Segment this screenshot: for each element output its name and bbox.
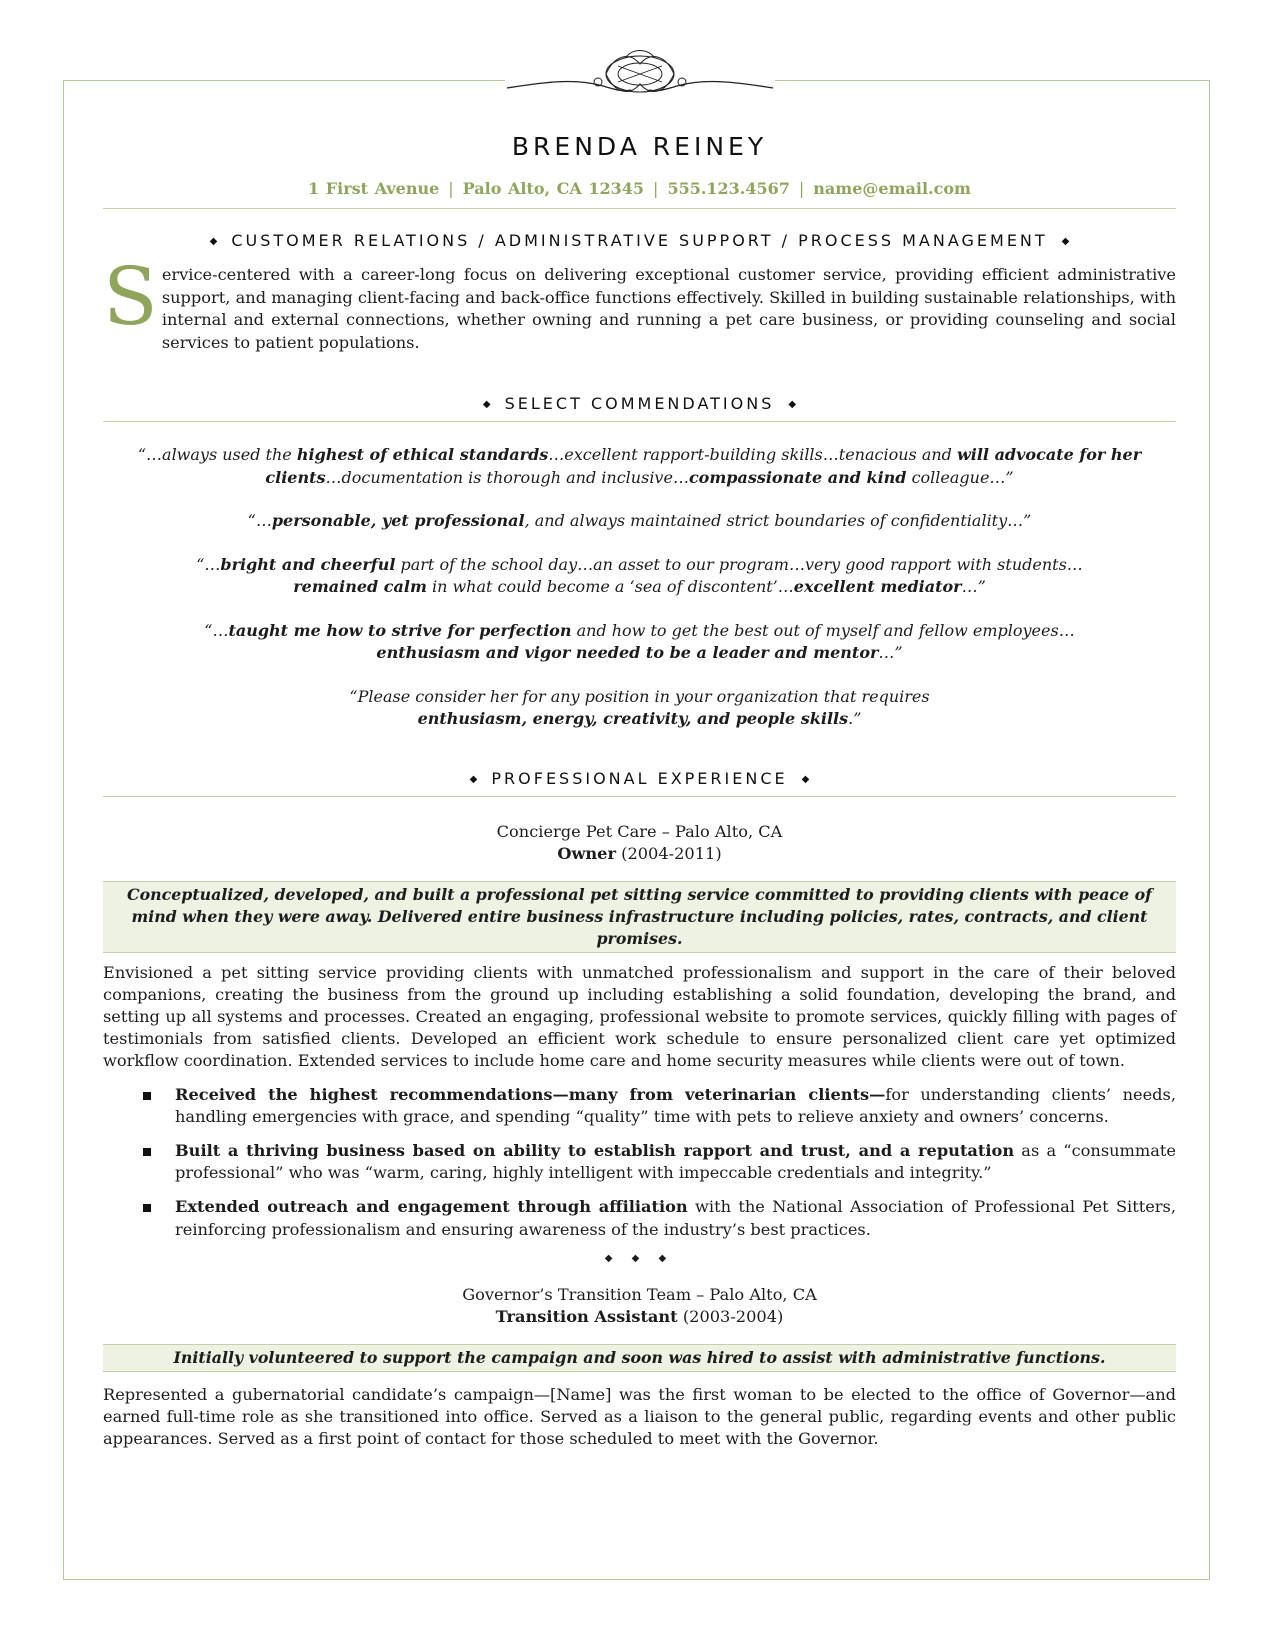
job-employer: Concierge Pet Care – Palo Alto, CA bbox=[496, 821, 783, 841]
quote-text: , and always maintained strict boundaries of confidentiality…” bbox=[524, 511, 1032, 530]
experience-heading-text: PROFESSIONAL EXPERIENCE bbox=[491, 768, 788, 788]
job-title: Owner bbox=[557, 843, 616, 863]
headline bbox=[103, 231, 1176, 250]
achievement-text: for understanding clients’ needs, handling emergencies with grace, and spending “quality” time with pets to relieve anxiety and owners’ concerns. bbox=[175, 1084, 1176, 1126]
achievement-text: as a “consummate professional” who was “warm, caring, highly intelligent with impeccable credentials and integrity.” bbox=[175, 1140, 1176, 1183]
commendation-quote bbox=[129, 686, 1150, 731]
quote-emphasis: remained calm bbox=[293, 577, 427, 596]
job-description: Envisioned a pet sitting service providing clients with unmatched professionalism and support in the care of their beloved companions, creating the business from the ground up including establishing a solid foundation, developing the brand, and setting up all systems and processes. Created an engaging, professional website to promote services, quickly filling with pages of testimonials from satisfied clients. Developed an efficient work schedule to ensure personalized client care yet optimized workflow coordination. Extended services to include home care and home security measures while clients were out of town. bbox=[103, 962, 1176, 1071]
headline-text: CUSTOMER RELATIONS / ADMINISTRATIVE SUPPORT / PROCESS MANAGEMENT bbox=[231, 231, 1048, 250]
separator: | bbox=[653, 179, 659, 198]
drop-cap: S bbox=[103, 250, 158, 343]
quote-text: and how to get the best out of myself and fellow employees… bbox=[571, 620, 1075, 640]
quote-text: colleague…” bbox=[906, 467, 1014, 487]
city-text: Palo Alto, CA 12345 bbox=[462, 179, 645, 198]
list-item bbox=[103, 1196, 1176, 1240]
quote-emphasis: enthusiasm and vigor needed to be a leader and mentor bbox=[376, 643, 879, 662]
address-text: 1 First Avenue bbox=[308, 179, 440, 198]
summary-text: ervice-centered with a career-long focus on delivering exceptional customer service, providing efficient administrative support, and managing client-facing and back-office functions effectively. Skilled in building sustainable relationships, with internal and external connections, whether owning and running a pet care business, or providing counseling and social services to patient populations. bbox=[161, 265, 1176, 352]
diamond-icon: ◆ bbox=[482, 399, 491, 410]
quote-emphasis: bright and cheerful bbox=[220, 554, 396, 574]
quote-text: “…always used the bbox=[137, 445, 297, 464]
job-divider: ◆ ◆ ◆ bbox=[604, 1252, 675, 1264]
separator: | bbox=[798, 179, 805, 198]
section-heading-commendations bbox=[103, 394, 1176, 413]
achievement-lead: Built a thriving business based on ability to establish rapport and trust, and a reputation bbox=[175, 1140, 1015, 1160]
candidate-name: BRENDA REINEY bbox=[511, 132, 768, 161]
job-title-line bbox=[103, 1306, 1176, 1328]
list-item bbox=[103, 1140, 1176, 1184]
diamond-icon: ◆ bbox=[801, 773, 810, 785]
diamond-icon: ◆ bbox=[788, 399, 797, 410]
quote-emphasis: highest of ethical standards bbox=[296, 445, 549, 464]
commendation-quote bbox=[129, 510, 1150, 533]
section-heading-experience bbox=[103, 769, 1176, 788]
quote-emphasis: compassionate and kind bbox=[688, 467, 907, 487]
job-employer: Governor’s Transition Team – Palo Alto, CA bbox=[462, 1284, 817, 1304]
quote-text: .” bbox=[848, 709, 862, 728]
achievement-text: with the National Association of Professional Pet Sitters, reinforcing professionalism and ensuring awareness of the industry’s best practices. bbox=[175, 1197, 1176, 1239]
quote-text: …documentation is thorough and inclusive… bbox=[325, 467, 689, 487]
job-title: Transition Assistant bbox=[495, 1306, 678, 1326]
summary-paragraph bbox=[103, 250, 1176, 354]
square-bullet-icon bbox=[143, 1204, 151, 1212]
job-dates: (2003-2004) bbox=[682, 1306, 784, 1326]
resume-content bbox=[103, 80, 1176, 1450]
quote-text: …excellent rapport-building skills…tenacious and bbox=[548, 445, 957, 464]
quote-emphasis: taught me how to strive for perfection bbox=[228, 620, 572, 640]
achievement-list bbox=[103, 1084, 1176, 1241]
job-highlight: Initially volunteered to support the campaign and soon was hired to assist with administrative functions. bbox=[103, 1344, 1176, 1372]
quote-emphasis: will advocate for her clients bbox=[265, 445, 1142, 487]
achievement-lead: Extended outreach and engagement through affiliation bbox=[175, 1197, 688, 1217]
section-rule bbox=[103, 208, 1176, 209]
quote-text: …” bbox=[961, 577, 986, 596]
quote-text: “… bbox=[247, 511, 272, 530]
quote-text: “… bbox=[204, 620, 229, 640]
section-rule bbox=[103, 796, 1176, 797]
job-description: Represented a gubernatorial candidate’s campaign—[Name] was the first woman to be elected to the office of Governor—and earned full-time role as she transitioned into office. Served as a liaison to the general public, regarding events and other public appearances. Served as a first point of contact for those scheduled to meet with the Governor. bbox=[103, 1384, 1176, 1449]
square-bullet-icon bbox=[143, 1092, 151, 1100]
diamond-icon: ◆ bbox=[209, 236, 218, 247]
quote-emphasis: enthusiasm, energy, creativity, and people skills bbox=[417, 709, 849, 728]
quote-emphasis: personable, yet professional bbox=[271, 511, 525, 530]
quote-text: part of the school day…an asset to our program…very good rapport with students… bbox=[395, 554, 1083, 574]
list-item bbox=[103, 1084, 1176, 1128]
job-dates: (2004-2011) bbox=[621, 843, 722, 863]
quote-text: in what could become a ‘sea of discontent’… bbox=[426, 577, 794, 596]
diamond-icon: ◆ bbox=[469, 773, 478, 785]
quote-emphasis: excellent mediator bbox=[793, 577, 962, 596]
commendation-quote bbox=[129, 444, 1150, 489]
achievement-lead: Received the highest recommendations—many from veterinarian clients— bbox=[175, 1084, 886, 1104]
job-title-line bbox=[103, 843, 1176, 865]
quote-text: “Please consider her for any position in your organization that requires bbox=[349, 686, 930, 706]
commendation-quote bbox=[129, 554, 1150, 599]
diamond-icon: ◆ bbox=[1061, 236, 1070, 247]
phone-text: 555.123.4567 bbox=[667, 179, 790, 198]
section-rule bbox=[103, 421, 1176, 422]
job-highlight: Conceptualized, developed, and built a professional pet sitting service committed to providing clients with peace of mind when they were away. Delivered entire business infrastructure including policies, rates, contracts, and client promises. bbox=[103, 881, 1176, 953]
square-bullet-icon bbox=[143, 1148, 151, 1156]
quote-text: “… bbox=[196, 554, 221, 574]
commendations-heading-text: SELECT COMMENDATIONS bbox=[504, 394, 775, 413]
quote-text: …” bbox=[878, 643, 903, 662]
contact-line bbox=[103, 179, 1176, 198]
email-text: name@email.com bbox=[813, 179, 971, 198]
separator: | bbox=[448, 179, 454, 198]
commendation-quote bbox=[129, 620, 1150, 665]
commendations-list bbox=[103, 444, 1176, 731]
